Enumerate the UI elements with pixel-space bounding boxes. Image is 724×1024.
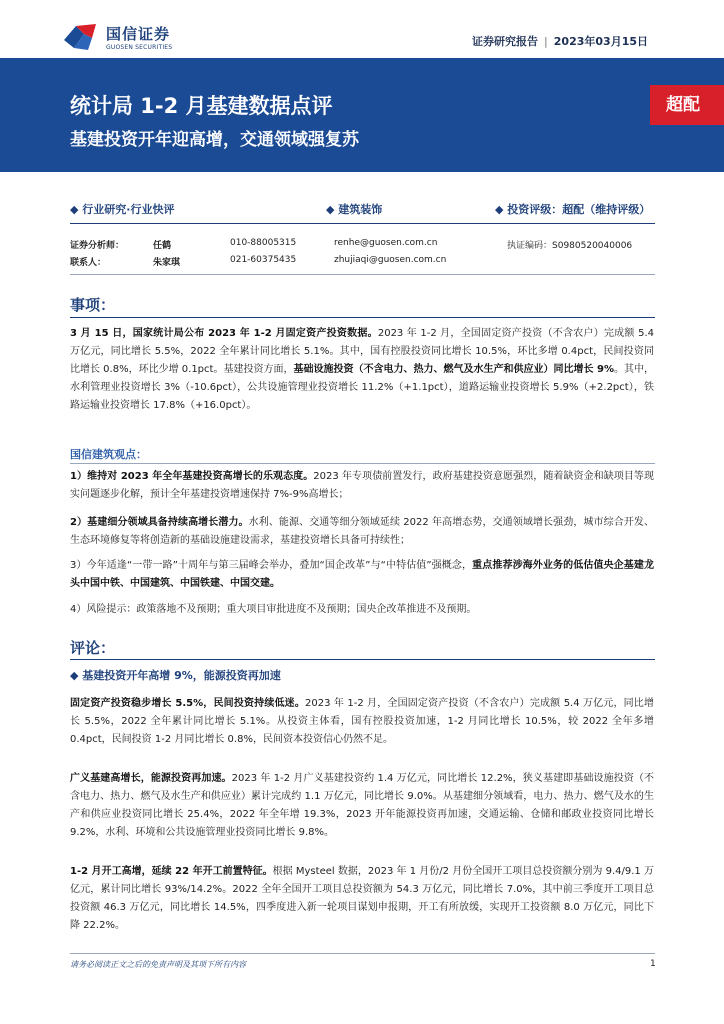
views-heading: 国信建筑观点： bbox=[70, 448, 147, 461]
contact-phone: 021-60375435 bbox=[230, 255, 297, 265]
view-item bbox=[70, 557, 654, 593]
analyst-cert: 执证编码：S0980520040006 bbox=[507, 241, 633, 251]
contact-role: 联系人： bbox=[70, 258, 107, 268]
view-item bbox=[70, 468, 654, 504]
comment-body: 2023 年 1-2 月广义基建投资约 1.4 万亿元，同比增长 12.2%，狭义基建即基础设施投资（不含电力、热力、燃气及水生产和供应业）累计完成约 1.1 万亿元，同比增长 9.0%。从基建细分领域看，电力、热力、燃气及水的生产和供应业投资同比增长 25.4%，2022 年全年增 19.3%，2023 开年能源投资再加速，交通运输、仓储和邮政业投资同比增长 9.2%，水利、环境和公共设施管理业投资同比增长 9.8%。 bbox=[70, 773, 654, 838]
comment-body: 2023 年 1-2 月，全国固定资产投资（不含农户）完成额 5.4 万亿元，同比增长 5.5%，2022 全年累计同比增长 5.1%。从投资主体看，国有控股投资加速，1-2 月同比增长 10.5%，较 2022 全年多增 0.4pct，民间投资 1-2 月同比增长 0.8%，民间资本投资信心仍然不足。 bbox=[70, 698, 654, 745]
report-subtitle: 基建投资开年迎高增，交通领域强复苏 bbox=[70, 130, 359, 150]
rating-badge: 超配 bbox=[650, 85, 724, 125]
category-rating: ◆ 投资评级：超配（维持评级） bbox=[495, 203, 651, 216]
view-item bbox=[70, 601, 654, 619]
analyst-email[interactable]: renhe@guosen.com.cn bbox=[334, 238, 438, 248]
divider bbox=[70, 463, 655, 464]
divider bbox=[70, 659, 655, 660]
contact-name: 朱家琪 bbox=[153, 258, 181, 268]
divider bbox=[70, 317, 655, 318]
logo-name-en: GUOSEN SECURITIES bbox=[106, 44, 173, 51]
page-number: 1 bbox=[650, 959, 656, 969]
event-paragraph bbox=[70, 325, 654, 415]
divider bbox=[70, 274, 655, 275]
view-body: 重点推荐涉海外业务的低估值央企基建龙头中国中铁、中国建筑、中国铁建、中国交建。 bbox=[70, 560, 654, 589]
header-separator: | bbox=[544, 35, 548, 48]
view-item bbox=[70, 514, 654, 550]
view-lead: 2）基建细分领域具备持续高增长潜力。 bbox=[70, 517, 249, 528]
analyst-phone: 010-88005315 bbox=[230, 238, 297, 248]
comment-paragraph bbox=[70, 863, 654, 935]
view-body: 水利、能源、交通等细分领域延续 2022 年高增态势，交通领域增长强劲，城市综合开发、生态环境修复等将创造新的基础设施建设需求，基建投资增长具备可持续性； bbox=[70, 517, 654, 546]
view-lead: 4）风险提示： bbox=[70, 604, 137, 615]
view-body: 政策落地不及预期；重大项目审批进度不及预期；国央企改革推进不及预期。 bbox=[136, 604, 477, 615]
footer-divider bbox=[70, 953, 655, 954]
view-lead: 3）今年适逢“一带一路”十周年与第三届峰会举办，叠加“国企改革”与“中特估值”强概念， bbox=[70, 560, 473, 571]
view-lead: 1）维持对 2023 年全年基建投资高增长的乐观态度。 bbox=[70, 471, 314, 482]
category-research: ◆ 行业研究·行业快评 bbox=[70, 203, 175, 216]
comment-body: 根据 Mysteel 数据，2023 年 1 月份/2 月份全国开工项目总投资额分别为 9.4/9.1 万亿元，累计同比增长 93%/14.2%。2022 全年全国开工项目总投资额为 54.3 万亿元，同比增长 7.0%，其中前三季度开工项目总投资额 46.3 万亿元，同比增长 14.5%，四季度进入新一轮项目谋划申报期，开工有所放缓，实现开工投资额 8.0 万亿元，同比下降 22.2%。 bbox=[70, 866, 654, 931]
logo-name-cn: 国信证券 bbox=[106, 25, 171, 43]
contact-email[interactable]: zhujiaqi@guosen.com.cn bbox=[334, 255, 447, 265]
comment-lead: 1-2 月开工高增，延续 22 年开工前置特征。 bbox=[70, 866, 273, 877]
view-body: 2023 年专项债前置发行，政府基建投资意愿强烈，随着缺资金和缺项目等现实问题逐步化解，预计全年基建投资增速保持 7%-9%高增长； bbox=[70, 471, 654, 500]
report-type: 证券研究报告 bbox=[472, 35, 539, 48]
category-industry: ◆ 建筑装饰 bbox=[326, 203, 383, 216]
report-title: 统计局 1-2 月基建数据点评 bbox=[70, 94, 333, 118]
company-logo bbox=[62, 22, 222, 54]
analyst-role: 证券分析师： bbox=[70, 241, 125, 251]
footer-disclaimer: 请务必阅读正文之后的免责声明及其项下所有内容 bbox=[70, 960, 246, 969]
report-header-meta bbox=[472, 33, 648, 49]
comment-lead: 固定资产投资稳步增长 5.5%，民间投资持续低迷。 bbox=[70, 698, 306, 709]
analyst-name: 任鹤 bbox=[153, 241, 172, 251]
event-body-2: 。其中，水利管理业投资增长 3%（-10.6pct），公共设施管理业投资增长 11.2%（+1.1pct），道路运输业投资增长 5.9%（+2.2pct），铁路运输业投资增长 17.8%（+16.0pct）。 bbox=[70, 364, 654, 411]
comment-paragraph bbox=[70, 770, 654, 842]
guosen-logo-icon bbox=[62, 22, 102, 52]
section-heading-comment: 评论： bbox=[70, 639, 116, 657]
report-date: 2023年03月15日 bbox=[553, 35, 648, 48]
divider bbox=[70, 223, 655, 224]
section-heading-event: 事项： bbox=[70, 296, 116, 314]
event-body-1: 2023 年 1-2 月，全国固定资产投资（不含农户）完成额 5.4 万亿元，同比增长 5.5%，2022 全年累计同比增长 5.1%。其中，国有控股投资同比增长 10.5%，环比多增 0.4pct，民间投资同比增长 0.8%，环比少增 0.1pct。基建投资方面， bbox=[70, 328, 654, 375]
event-lead: 3 月 15 日，国家统计局公布 2023 年 1-2 月固定资产投资数据。 bbox=[70, 328, 378, 339]
event-highlight: 基础设施投资（不含电力、热力、燃气及水生产和供应业）同比增长 9% bbox=[293, 364, 614, 375]
comment-paragraph bbox=[70, 695, 654, 749]
comment-subheading: ◆ 基建投资开年高增 9%，能源投资再加速 bbox=[70, 669, 281, 682]
comment-lead: 广义基建高增长，能源投资再加速。 bbox=[70, 773, 232, 784]
